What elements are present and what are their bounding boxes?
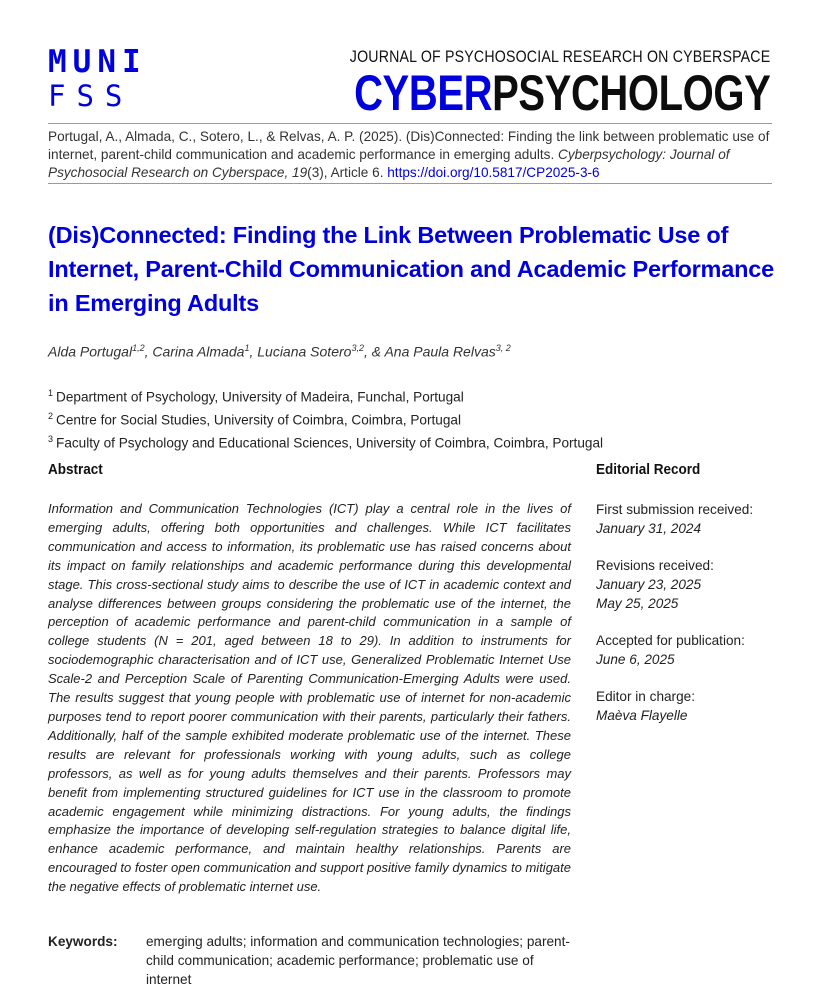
journal-subtitle: JOURNAL OF PSYCHOSOCIAL RESEARCH ON CYBERSPACE [349, 48, 770, 66]
muni-fss-logo [48, 44, 147, 112]
citation-text: Portugal, A., Almada, C., Sotero, L., & Relvas, A. P. (2025). (Dis)Connected: Finding the link between problematic use of internet, parent-child communication and academic performance in emerging adults. [48, 129, 770, 162]
abstract-body: Information and Communication Technologies (ICT) play a central role in the lives of emerging adults, offering both opportunities and challenges. While ICT facilitates communication and access to information, its problematic use has raised concerns about its impact on family relationships and academic performance during this developmental stage. This cross-sectional study aims to describe the use of ICT in academic context and analyse differences between groups considering the problematic use of the internet, the perception of academic performance and parent-child communication in a sample of college students (N = 201, aged between 18 to 29). In addition to instruments for sociodemographic characterisation and of ICT use, Generalized Problematic Internet Use Scale-2 and Perception Scale of Parenting Communication-Emerging Adults were used. The results suggest that young people with problematic use of internet for non-academic purposes tend to report poorer communication with their parents, particularly their fathers. Additionally, half of the sample exhibited moderate problematic use of the internet. These results are relevant for professionals working with young adults, such as college professors, as well as for young adults themselves and their parents. Professors may benefit from implementing structured guidelines for ICT use in the classroom to promote academic engagement while minimizing distractions. For young adults, the findings emphasize the importance of developing self-regulation strategies to balance digital life, enhance academic performance, and maintain healthy relationships. Parents are encouraged to foster open communication and support positive family dynamics to mitigate the negative effects of problematic internet use. [48, 501, 571, 895]
author-name: Luciana Sotero [257, 343, 352, 360]
journal-title-psychology: PSYCHOLOGY [491, 65, 770, 121]
editor-name: Maèva Flayelle [596, 708, 688, 723]
keywords-label: Keywords: [48, 934, 118, 949]
author-separator: , [144, 343, 153, 360]
keywords-text: emerging adults; information and communication technologies; parent-child communication; academic performance; problematic use of internet [146, 934, 570, 987]
affiliation-item [48, 407, 603, 430]
header-divider-bottom [48, 183, 772, 184]
revision-date: May 25, 2025 [596, 596, 679, 611]
editorial-record [596, 500, 786, 743]
author-affiliation-marker: 3,2 [351, 343, 364, 353]
revisions [596, 556, 786, 613]
citation-journal: Cyberpsychology: Journal of Psychosocial Research on Cyberspace, 19 [48, 147, 730, 180]
journal-title [353, 65, 770, 121]
affiliation-item [48, 430, 603, 453]
first-submission-date: January 31, 2024 [596, 521, 702, 536]
abstract-heading: Abstract [48, 461, 103, 478]
affiliation-number: 3 [48, 434, 54, 445]
affiliation-text: Centre for Social Studies, University of Coimbra, Coimbra, Portugal [56, 412, 461, 428]
author-list [48, 343, 511, 360]
accepted-date: June 6, 2025 [596, 652, 675, 667]
first-submission-label: First submission received: [596, 502, 754, 517]
affiliation-item [48, 384, 603, 407]
citation [48, 128, 772, 182]
author-affiliation-marker: 3, 2 [495, 343, 511, 353]
author-affiliation-marker: 1 [244, 343, 250, 353]
citation-issue: (3), Article 6. [307, 165, 388, 180]
affiliation-list [48, 384, 603, 453]
affiliation-text: Department of Psychology, University of Madeira, Funchal, Portugal [56, 389, 464, 405]
affiliation-text: Faculty of Psychology and Educational Sciences, University of Coimbra, Coimbra, Portugal [56, 435, 604, 451]
editorial-record-heading: Editorial Record [596, 461, 701, 478]
author-separator: , [249, 343, 258, 360]
author-name: Carina Almada [152, 343, 245, 360]
accepted [596, 631, 786, 669]
article-title: (Dis)Connected: Finding the Link Between Problematic Use of Internet, Parent-Child Communication and Academic Performance in Emerging Adults [48, 222, 775, 316]
affiliation-number: 2 [48, 411, 54, 422]
doi-link[interactable]: https://doi.org/10.5817/CP2025-3-6 [387, 165, 600, 180]
author-separator: , & [363, 343, 385, 360]
accepted-label: Accepted for publication: [596, 633, 745, 648]
revisions-label: Revisions received: [596, 558, 714, 573]
first-submission [596, 500, 786, 538]
editor [596, 687, 786, 725]
journal-title-cyber: CYBER [353, 65, 492, 121]
header-divider-top [48, 123, 772, 124]
author-name: Ana Paula Relvas [384, 343, 496, 360]
logo-fss-text: FSS [48, 79, 134, 113]
logo-muni-text: MUNI [48, 44, 147, 80]
author-affiliation-marker: 1,2 [132, 343, 145, 353]
affiliation-number: 1 [48, 388, 54, 398]
revision-date: January 23, 2025 [596, 577, 702, 592]
author-name: Alda Portugal [48, 343, 133, 360]
editor-label: Editor in charge: [596, 689, 695, 704]
journal-masthead [250, 47, 770, 121]
